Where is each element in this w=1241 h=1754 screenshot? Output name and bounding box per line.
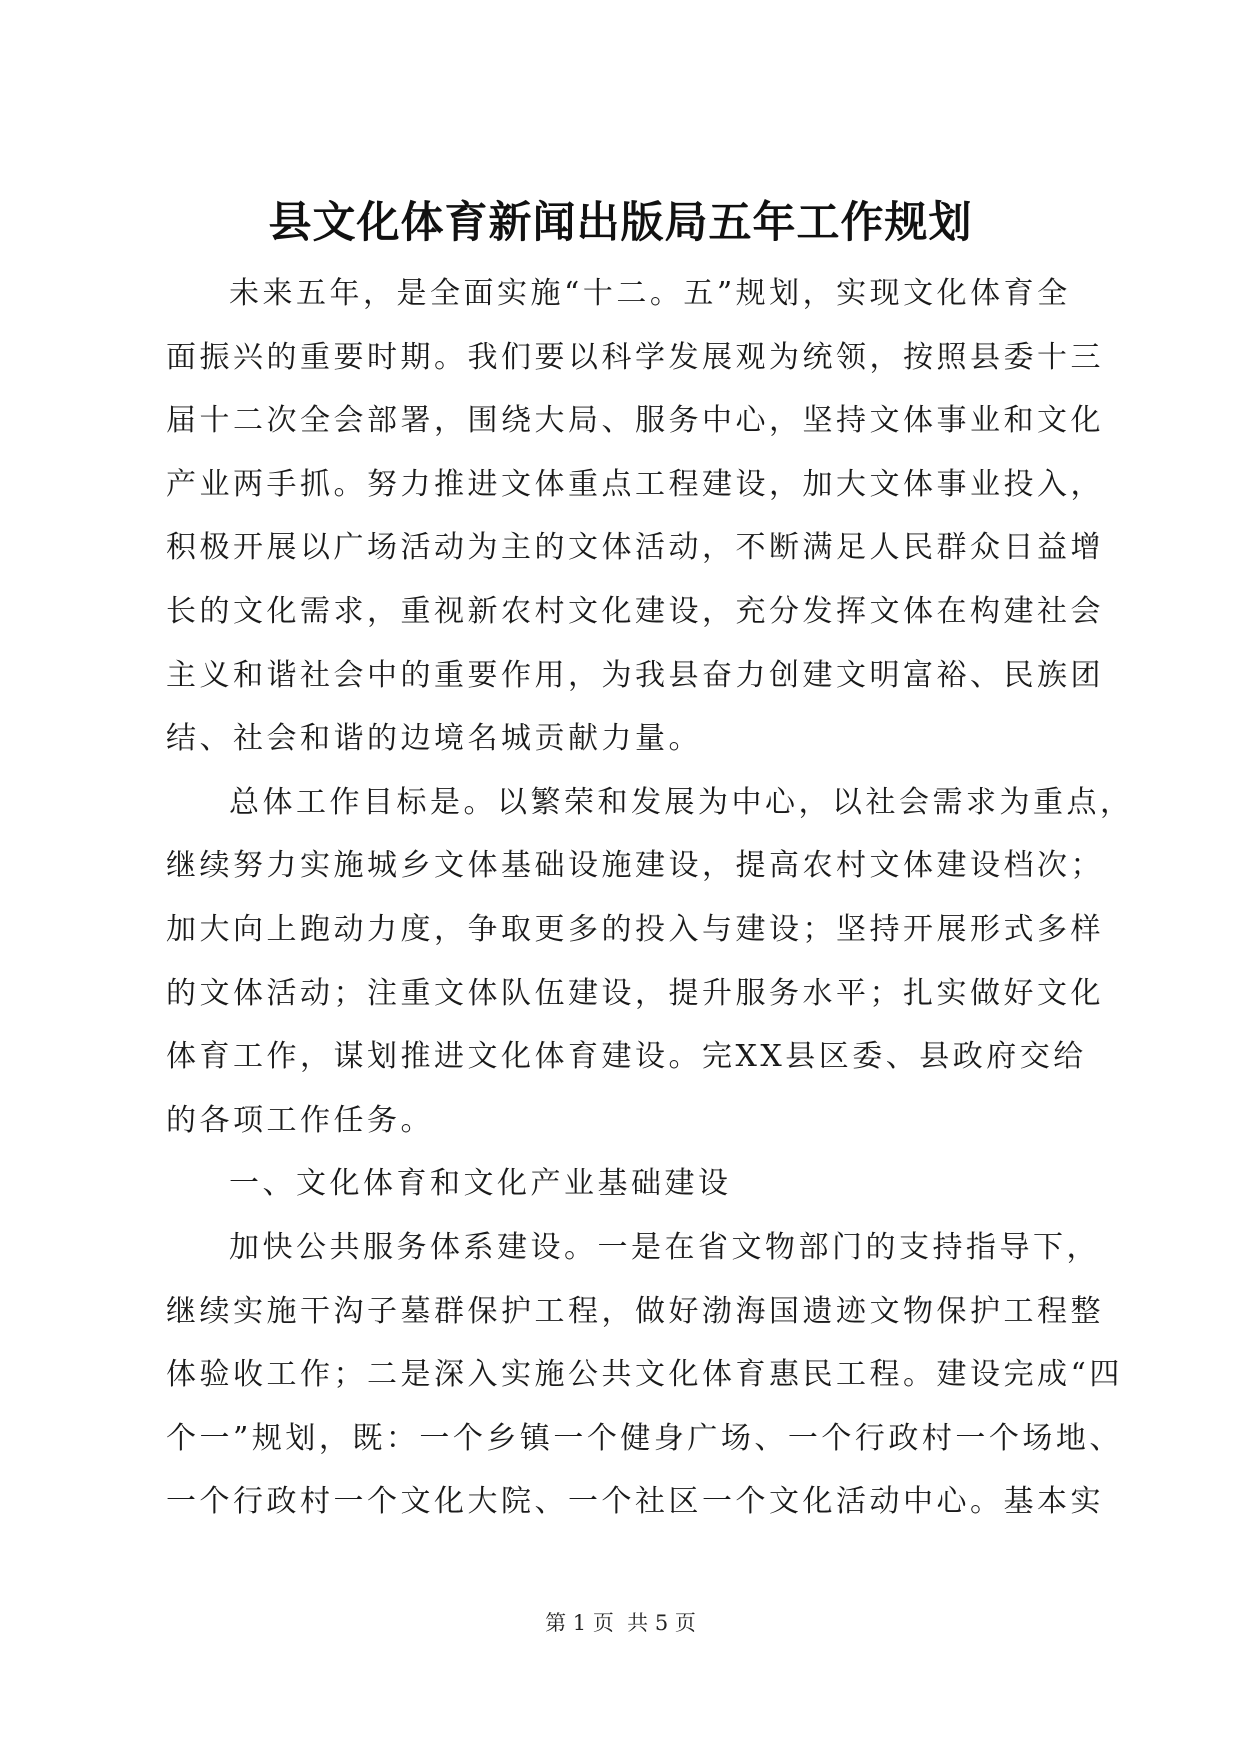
section-heading-text: 一、文化体育和文化产业基础建设 (229, 1166, 732, 1202)
page-footer (0, 1608, 1241, 1638)
paragraph-line: 届十二次全会部署，围绕大局、服务中心，坚持文体事业和文化 (166, 403, 1104, 439)
paragraph-line: 加大向上跑动力度，争取更多的投入与建设；坚持开展形式多样 (166, 911, 1104, 947)
paragraph-line: 体育工作，谋划推进文化体育建设。完XX县区委、县政府交给 (166, 1039, 1087, 1075)
paragraph-line: 个一”规划，既：一个乡镇一个健身广场、一个行政村一个场地、 (166, 1420, 1123, 1456)
paragraph-public-services (166, 1216, 1123, 1534)
paragraph-line: 总体工作目标是。以繁荣和发展为中心，以社会需求为重点， (229, 784, 1134, 820)
paragraph-intro (166, 262, 1104, 771)
document-title: 县文化体育新闻出版局五年工作规划 (268, 198, 973, 248)
page-number-label: 第 1 页 共 5 页 (545, 1611, 696, 1635)
paragraph-line: 继续努力实施城乡文体基础设施建设，提高农村文体建设档次； (166, 848, 1104, 884)
paragraph-line: 体验收工作；二是深入实施公共文化体育惠民工程。建设完成“四 (166, 1357, 1123, 1393)
paragraph-line: 主义和谐社会中的重要作用，为我县奋力创建文明富裕、民族团 (166, 657, 1104, 693)
paragraph-line: 一个行政村一个文化大院、一个社区一个文化活动中心。基本实 (166, 1484, 1104, 1520)
paragraph-line: 长的文化需求，重视新农村文化建设，充分发挥文体在构建社会 (166, 593, 1104, 629)
paragraph-line: 产业两手抓。努力推进文体重点工程建设，加大文体事业投入， (166, 466, 1104, 502)
paragraph-line: 未来五年，是全面实施“十二。五”规划，实现文化体育全 (229, 276, 1071, 311)
paragraph-goals (166, 771, 1134, 1153)
paragraph-line: 面振兴的重要时期。我们要以科学发展观为统领，按照县委十三 (166, 339, 1104, 375)
paragraph-line: 的各项工作任务。 (166, 1102, 434, 1138)
paragraph-line: 的文体活动；注重文体队伍建设，提升服务水平；扎实做好文化 (166, 975, 1104, 1011)
document-body (166, 262, 1134, 1534)
paragraph-line: 加快公共服务体系建设。一是在省文物部门的支持指导下， (229, 1229, 1100, 1265)
section-heading (166, 1152, 1074, 1216)
paragraph-line: 继续实施干沟子墓群保护工程，做好渤海国遗迹文物保护工程整 (166, 1293, 1104, 1329)
paragraph-line: 结、社会和谐的边境名城贡献力量。 (166, 721, 702, 757)
paragraph-line: 积极开展以广场活动为主的文体活动，不断满足人民群众日益增 (166, 530, 1104, 566)
